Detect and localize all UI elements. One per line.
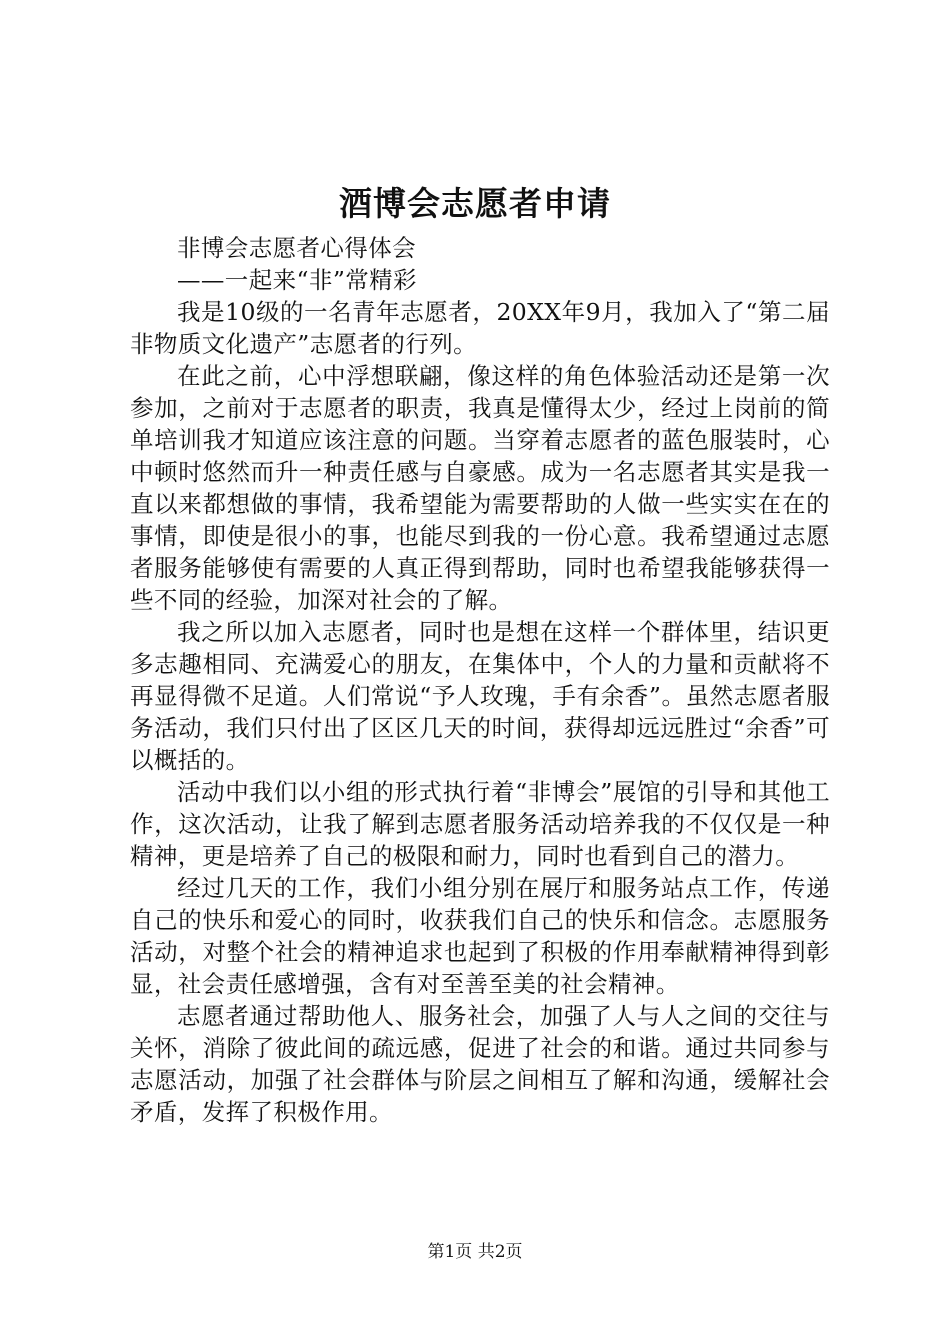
- body-paragraph: 我之所以加入志愿者，同时也是想在这样一个群体里，结识更多志趣相同、充满爱心的朋友，在集体中，个人的力量和贡献将不再显得微不足道。人们常说“予人玫瑰，手有余香”。虽然志愿者服务活动，我们只付出了区区几天的时间，获得却远远胜过“余香”可以概括的。: [130, 618, 830, 774]
- document-body: [130, 232, 830, 1128]
- body-paragraph: 志愿者通过帮助他人、服务社会，加强了人与人之间的交往与关怀，消除了彼此间的疏远感，促进了社会的和谐。通过共同参与志愿活动，加强了社会群体与阶层之间相互了解和沟通，缓解社会矛盾，发挥了积极作用。: [130, 1002, 830, 1126]
- subtitle-heading: 非博会志愿者心得体会: [177, 234, 416, 262]
- body-paragraph: 我是10级的一名青年志愿者，20XX年9月，我加入了“第二届非物质文化遗产”志愿者的行列。: [130, 298, 830, 358]
- body-paragraph: 活动中我们以小组的形式执行着“非博会”展馆的引导和其他工作，这次活动，让我了解到志愿者服务活动培养我的不仅仅是一种精神，更是培养了自己的极限和耐力，同时也看到自己的潜力。: [130, 778, 830, 870]
- body-paragraph: 在此之前，心中浮想联翩，像这样的角色体验活动还是第一次参加，之前对于志愿者的职责，我真是懂得太少，经过上岗前的简单培训我才知道应该注意的问题。当穿着志愿者的蓝色服装时，心中顿时悠然而升一种责任感与自豪感。成为一名志愿者其实是我一直以来都想做的事情，我希望能为需要帮助的人做一些实实在在的事情，即使是很小的事，也能尽到我的一份心意。我希望通过志愿者服务能够使有需要的人真正得到帮助，同时也希望我能够获得一些不同的经验，加深对社会的了解。: [130, 362, 830, 614]
- body-paragraph: 经过几天的工作，我们小组分别在展厅和服务站点工作，传递自己的快乐和爱心的同时，收获我们自己的快乐和信念。志愿服务活动，对整个社会的精神追求也起到了积极的作用奉献精神得到彰显，社会责任感增强，含有对至善至美的社会精神。: [130, 874, 830, 998]
- document-title: 酒博会志愿者申请: [339, 184, 611, 223]
- subtitle-tagline: ——一起来“非”常精彩: [177, 266, 417, 294]
- page-number-footer: 第1页 共2页: [427, 1242, 523, 1262]
